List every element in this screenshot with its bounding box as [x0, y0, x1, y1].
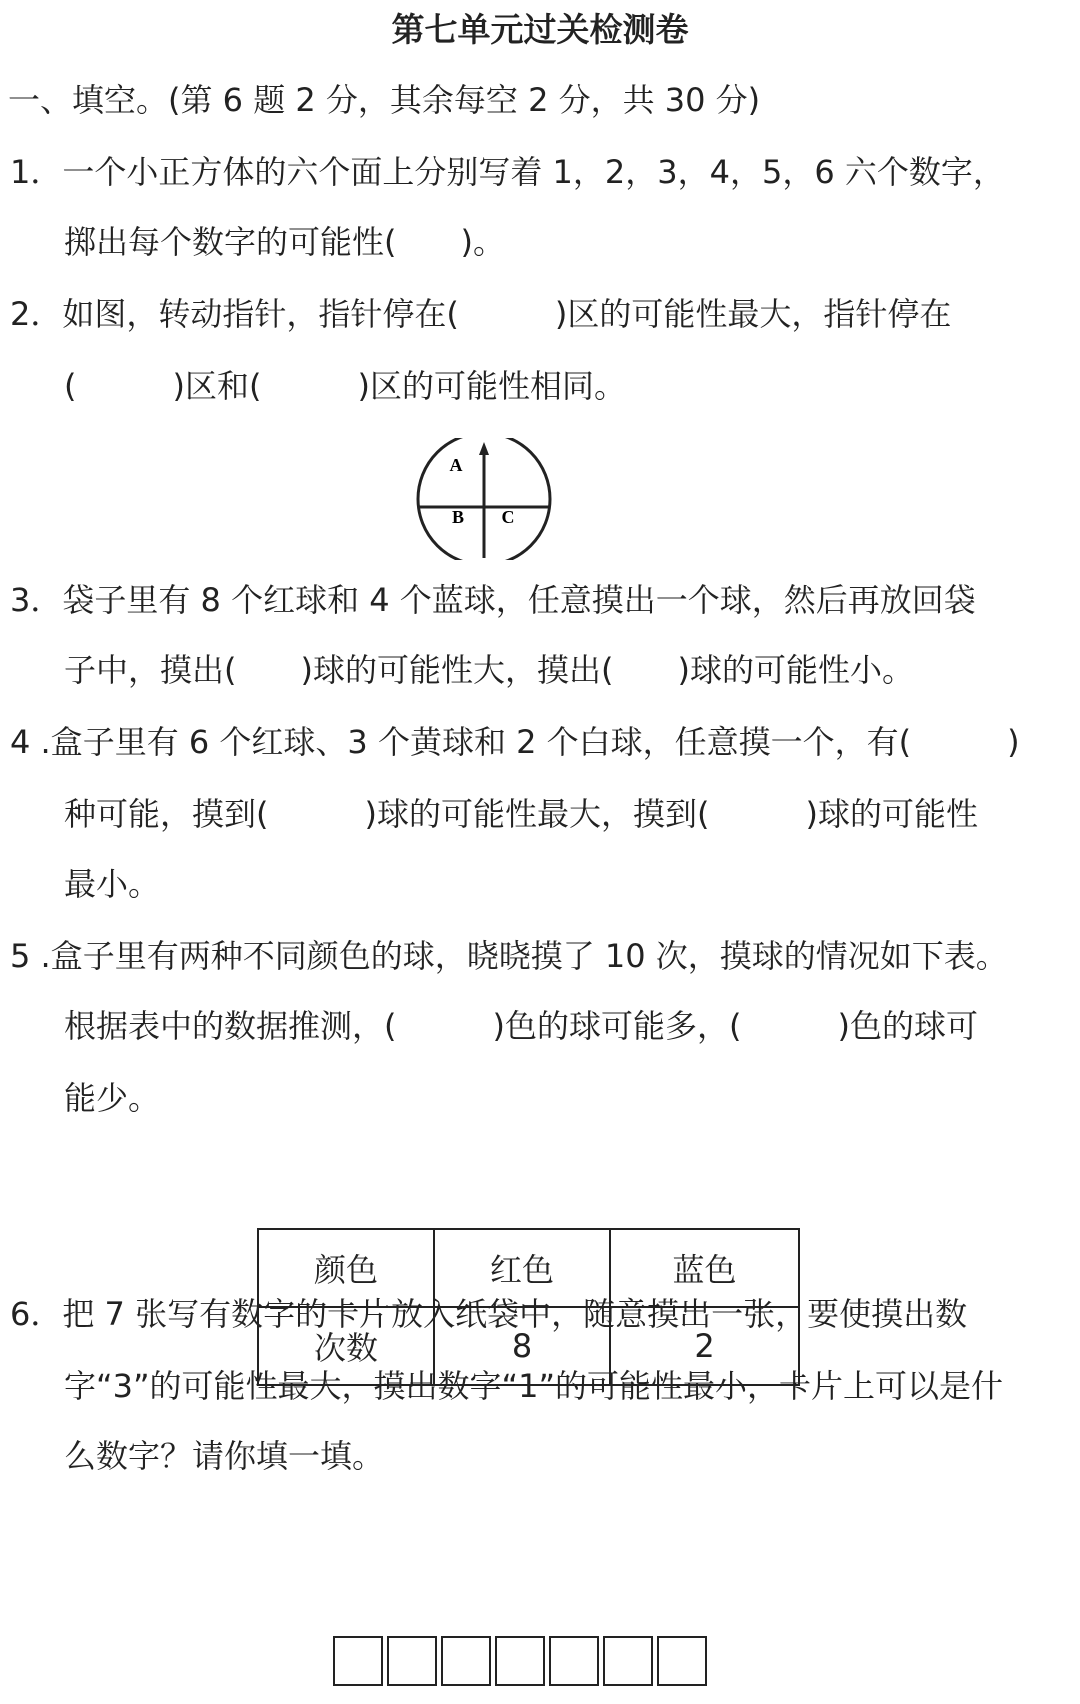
spinner-figure: [415, 438, 555, 560]
table-cell: 2: [610, 1307, 799, 1385]
q3-line1: 3．袋子里有 8 个红球和 4 个蓝球，任意摸出一个球，然后再放回袋: [10, 581, 976, 619]
spinner-label-c: C: [501, 507, 515, 527]
q6-line1: 6．把 7 张写有数字的卡片放入纸袋中，随意摸出一张，要使摸出数: [10, 1295, 968, 1333]
answer-box[interactable]: [495, 1636, 545, 1686]
answer-box[interactable]: [549, 1636, 599, 1686]
q1-line1: 1．一个小正方体的六个面上分别写着 1，2，3，4，5，6 六个数字，: [10, 153, 1005, 191]
table-cell: 次数: [258, 1307, 434, 1385]
q5-line3: 能少。: [64, 1079, 161, 1117]
q5-line1: 5 .盒子里有两种不同颜色的球，晓晓摸了 10 次，摸球的情况如下表。: [10, 937, 1008, 975]
answer-box[interactable]: [441, 1636, 491, 1686]
q1-line2: 掷出每个数字的可能性( )。: [64, 223, 505, 261]
q6-line2: 字“3”的可能性最大，摸出数字“1”的可能性最小，卡片上可以是什: [64, 1367, 1004, 1405]
answer-box[interactable]: [387, 1636, 437, 1686]
answer-card-boxes: [333, 1636, 707, 1686]
q4-line1: 4 .盒子里有 6 个红球、3 个黄球和 2 个白球，任意摸一个，有( ): [10, 723, 1020, 761]
spinner-arrow-head: [479, 442, 489, 455]
q6-line3: 么数字？请你填一填。: [64, 1437, 385, 1475]
spinner-label-b: B: [451, 507, 465, 527]
q2-line2: ( )区和( )区的可能性相同。: [64, 367, 626, 405]
answer-box[interactable]: [333, 1636, 383, 1686]
table-cell: 8: [434, 1307, 610, 1385]
section-heading-fill-in: 一、填空。(第 6 题 2 分，其余每空 2 分，共 30 分): [8, 81, 761, 119]
table-header-cell: 蓝色: [610, 1229, 799, 1307]
q5-line2: 根据表中的数据推测，( )色的球可能多，( )色的球可: [64, 1007, 978, 1045]
q3-line2: 子中，摸出( )球的可能性大，摸出( )球的可能性小。: [64, 651, 914, 689]
page-title: 第七单元过关检测卷: [391, 10, 689, 49]
table-header-cell: 颜色: [258, 1229, 434, 1307]
q4-line3: 最小。: [64, 865, 161, 903]
table-header-cell: 红色: [434, 1229, 610, 1307]
q2-line1: 2．如图，转动指针，指针停在( )区的可能性最大，指针停在: [10, 295, 952, 333]
answer-box[interactable]: [603, 1636, 653, 1686]
q4-line2: 种可能，摸到( )球的可能性最大，摸到( )球的可能性: [64, 795, 978, 833]
spinner-label-a: A: [449, 455, 463, 475]
answer-box[interactable]: [657, 1636, 707, 1686]
